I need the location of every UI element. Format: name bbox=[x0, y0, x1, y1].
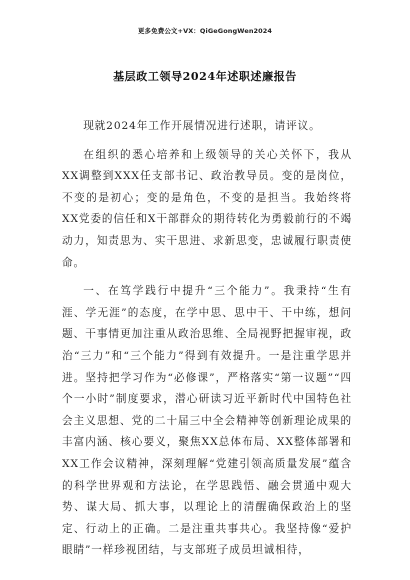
paragraph-intro: 现就2024年工作开展情况进行述职，请评议。 bbox=[83, 120, 321, 132]
paragraph-background: 在组织的悉心培养和上级领导的关心关怀下，我从XX调整到XXX任支部书记、政治教导员。变的是岗位，不变的是初心；变的是角色，不变的是担当。我始终将XX党委的信任和X干部群众的期待转化为勇毅前行的不竭动力，知责思为、实干思进、求新思变，忠诚履行职责使命。 bbox=[62, 148, 352, 269]
document-title: 基层政工领导2024年述职述廉报告 bbox=[113, 70, 297, 83]
header-note: 更多免费公文+VX：QiGeGongWen2024 bbox=[137, 27, 273, 35]
paragraph-section-one: 一、在笃学践行中提升“三个能力”。我秉持“生有涯、学无涯”的态度，在学中思、思中干、干中练，想问题、干事情更加注重从政治思维、全局视野把握审视，政治“三力”和“三个能力”得到有效提升。一是注重学思并进。坚持把学习作为“必修课”，严格落实“第一议题”“四个一小时”制度要求，潜心研读习近平新时代中国特色社会主义思想、党的二十届三中全会精神等创新理论成果的丰富内涵、核心要义，聚焦XX总体布局、XX整体部署和XX工作会议精神，深刻理解“党建引领高质量发展”蕴含的科学世界观和方法论，在学思践悟、融会贯通中观大势、谋大局、抓大事，以理论上的清醒确保政治上的坚定、行动上的正确。二是注重共事共心。我坚持像“爱护眼睛”一样珍视团结，与支部班子成员坦诚相待， bbox=[62, 285, 352, 557]
document-body bbox=[62, 116, 352, 562]
